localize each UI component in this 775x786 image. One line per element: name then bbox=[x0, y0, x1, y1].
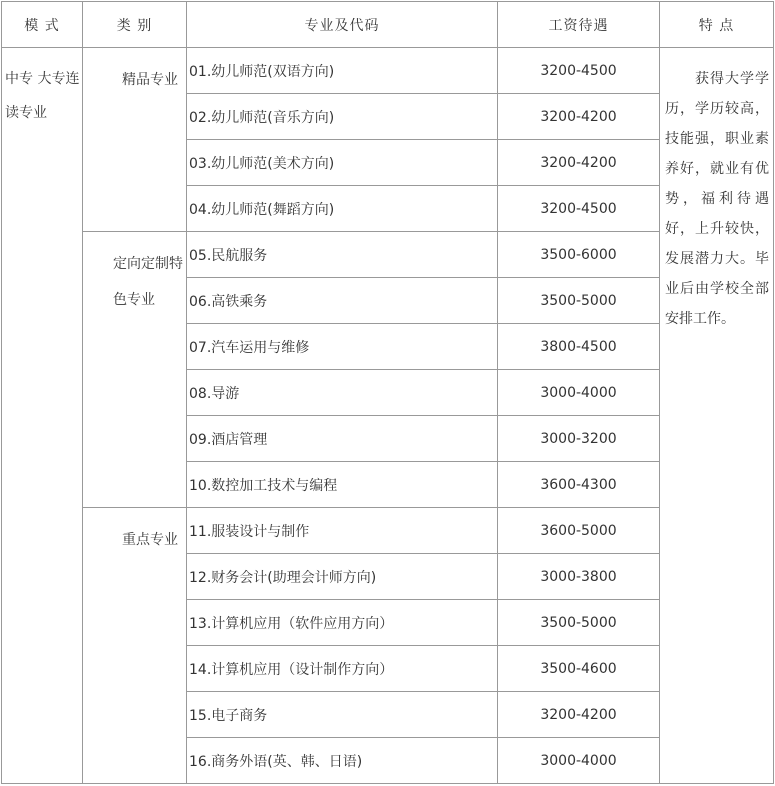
salary-cell: 3000-4000 bbox=[498, 370, 660, 416]
salary-cell: 3000-3200 bbox=[498, 416, 660, 462]
major-cell: 03.幼儿师范(美术方向) bbox=[187, 140, 498, 186]
table-row bbox=[2, 48, 774, 94]
category-cell: 精品专业 bbox=[83, 48, 187, 232]
salary-cell: 3200-4200 bbox=[498, 140, 660, 186]
salary-cell: 3600-5000 bbox=[498, 508, 660, 554]
major-cell: 14.计算机应用（设计制作方向） bbox=[187, 646, 498, 692]
feature-cell: 获得大学学历，学历较高，技能强，职业素养好，就业有优势，福利待遇好，上升较快，发展潜力大。毕业后由学校全部安排工作。 bbox=[660, 48, 774, 784]
category-cell: 定向定制特色专业 bbox=[83, 232, 187, 508]
table-row bbox=[2, 232, 774, 278]
major-cell: 08.导游 bbox=[187, 370, 498, 416]
salary-cell: 3200-4200 bbox=[498, 94, 660, 140]
salary-cell: 3500-4600 bbox=[498, 646, 660, 692]
salary-cell: 3500-5000 bbox=[498, 600, 660, 646]
major-cell: 15.电子商务 bbox=[187, 692, 498, 738]
salary-cell: 3200-4200 bbox=[498, 692, 660, 738]
header-feature: 特 点 bbox=[660, 2, 774, 48]
major-cell: 11.服装设计与制作 bbox=[187, 508, 498, 554]
major-cell: 09.酒店管理 bbox=[187, 416, 498, 462]
header-mode: 模 式 bbox=[2, 2, 83, 48]
major-cell: 10.数控加工技术与编程 bbox=[187, 462, 498, 508]
salary-cell: 3200-4500 bbox=[498, 48, 660, 94]
major-cell: 04.幼儿师范(舞蹈方向) bbox=[187, 186, 498, 232]
major-cell: 01.幼儿师范(双语方向) bbox=[187, 48, 498, 94]
salary-cell: 3200-4500 bbox=[498, 186, 660, 232]
table-row bbox=[2, 508, 774, 554]
table-header-row bbox=[2, 2, 774, 48]
major-cell: 05.民航服务 bbox=[187, 232, 498, 278]
salary-cell: 3600-4300 bbox=[498, 462, 660, 508]
salary-cell: 3500-5000 bbox=[498, 278, 660, 324]
mode-cell: 中专 大专连读专业 bbox=[2, 48, 83, 784]
major-cell: 13.计算机应用（软件应用方向） bbox=[187, 600, 498, 646]
major-cell: 16.商务外语(英、韩、日语) bbox=[187, 738, 498, 784]
salary-cell: 3800-4500 bbox=[498, 324, 660, 370]
header-salary: 工资待遇 bbox=[498, 2, 660, 48]
header-category: 类 别 bbox=[83, 2, 187, 48]
salary-cell: 3000-4000 bbox=[498, 738, 660, 784]
category-cell: 重点专业 bbox=[83, 508, 187, 784]
salary-cell: 3000-3800 bbox=[498, 554, 660, 600]
major-cell: 07.汽车运用与维修 bbox=[187, 324, 498, 370]
majors-table bbox=[1, 1, 774, 784]
salary-cell: 3500-6000 bbox=[498, 232, 660, 278]
header-major: 专业及代码 bbox=[187, 2, 498, 48]
major-cell: 12.财务会计(助理会计师方向) bbox=[187, 554, 498, 600]
major-cell: 02.幼儿师范(音乐方向) bbox=[187, 94, 498, 140]
major-cell: 06.高铁乘务 bbox=[187, 278, 498, 324]
